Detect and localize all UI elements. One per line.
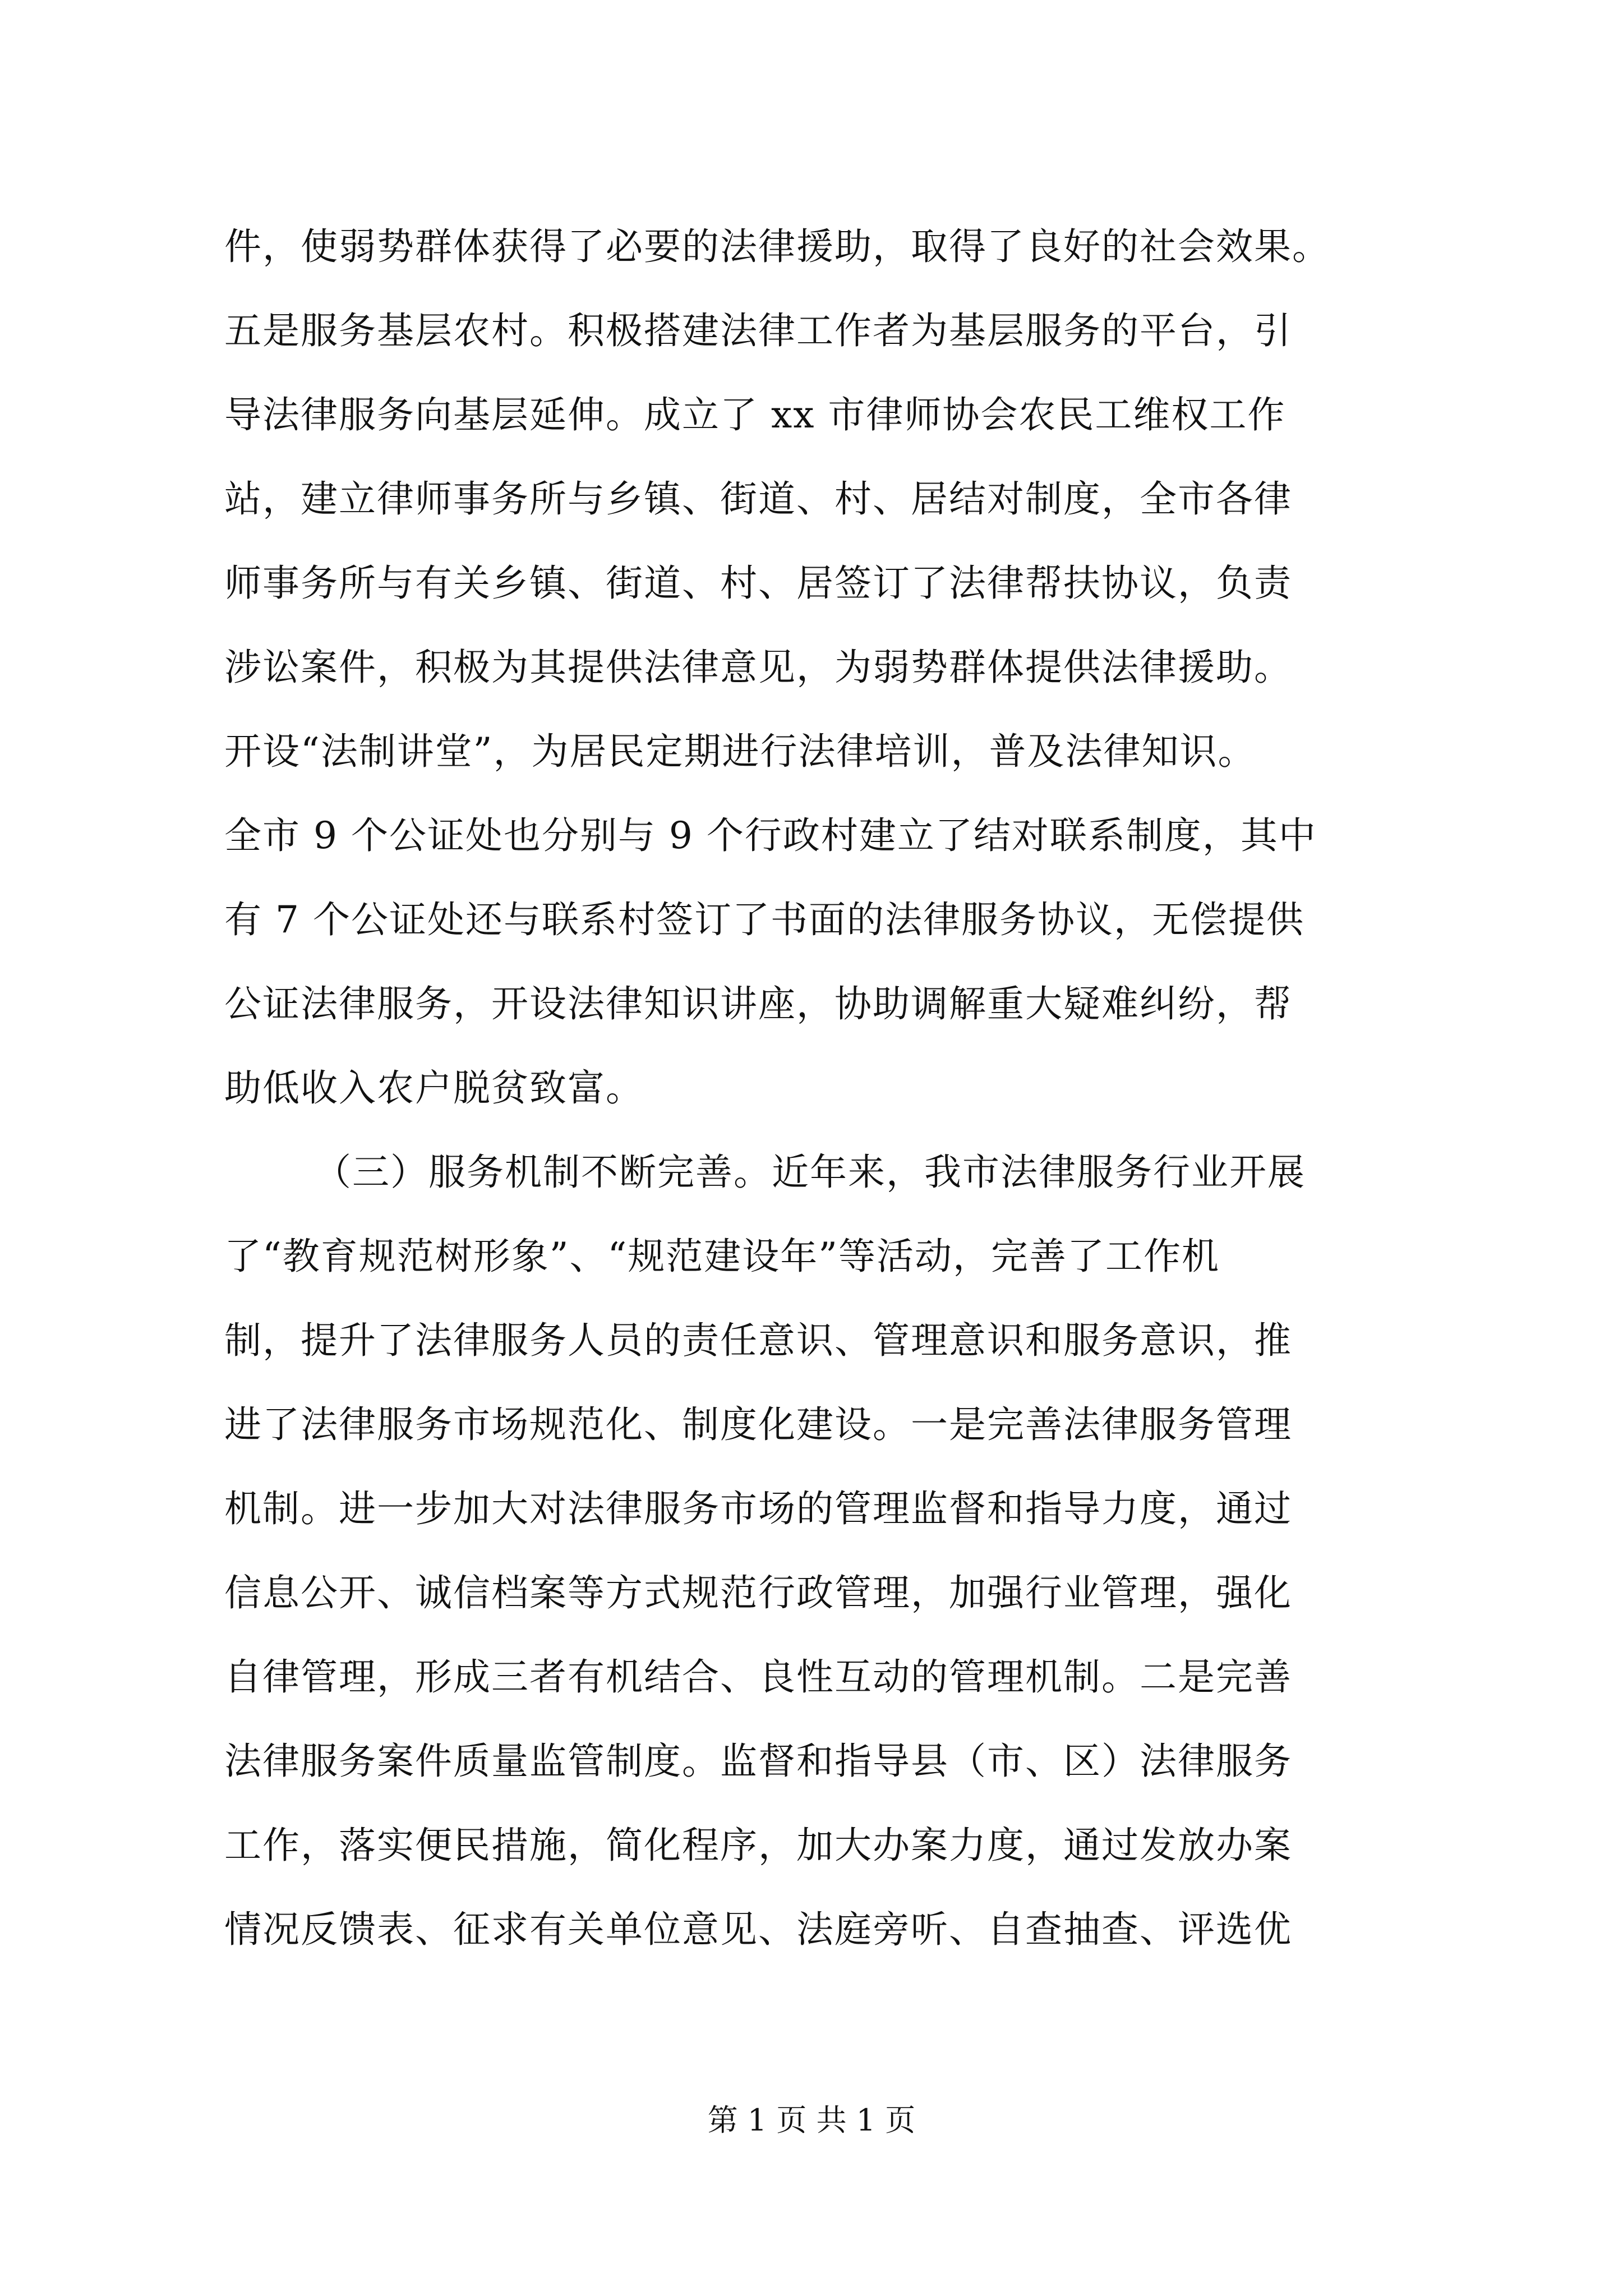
text-line: 件，使弱势群体获得了必要的法律援助，取得了良好的社会效果。 — [224, 225, 1330, 268]
text-line: 了“教育规范树形象”、“规范建设年”等活动，完善了工作机 — [224, 1235, 1220, 1278]
text-line: 工作，落实便民措施，简化程序，加大办案力度，通过发放办案 — [224, 1824, 1292, 1867]
text-line: 公证法律服务，开设法律知识讲座，协助调解重大疑难纠纷，帮 — [224, 982, 1292, 1025]
text-line: 制，提升了法律服务人员的责任意识、管理意识和服务意识，推 — [224, 1319, 1292, 1362]
text-line: 开设“法制讲堂”，为居民定期进行法律培训，普及法律知识。 — [224, 730, 1256, 773]
text-line: 机制。进一步加大对法律服务市场的管理监督和指导力度，通过 — [224, 1487, 1292, 1530]
page-footer: 第 1 页 共 1 页 — [707, 2102, 916, 2138]
text-line: 导法律服务向基层延伸。成立了 xx 市律师协会农民工维权工作 — [224, 393, 1286, 436]
text-line: 自律管理，形成三者有机结合、良性互动的管理机制。二是完善 — [224, 1655, 1292, 1699]
text-line: 站，建立律师事务所与乡镇、街道、村、居结对制度，全市各律 — [224, 477, 1292, 521]
text-line: 助低收入农户脱贫致富。 — [224, 1066, 644, 1110]
text-line: 涉讼案件，积极为其提供法律意见，为弱势群体提供法律援助。 — [224, 646, 1292, 689]
section-heading-line: （三）服务机制不断完善。近年来，我市法律服务行业开展 — [314, 1151, 1306, 1194]
body-text — [224, 205, 1419, 1972]
text-line: 进了法律服务市场规范化、制度化建设。一是完善法律服务管理 — [224, 1403, 1292, 1446]
text-line: 法律服务案件质量监管制度。监督和指导县（市、区）法律服务 — [224, 1740, 1292, 1783]
text-line: 全市 9 个公证处也分别与 9 个行政村建立了结对联系制度，其中 — [224, 814, 1317, 857]
text-line: 有 7 个公证处还与联系村签订了书面的法律服务协议，无偿提供 — [224, 898, 1304, 941]
text-line: 五是服务基层农村。积极搭建法律工作者为基层服务的平台，引 — [224, 309, 1292, 352]
text-line: 师事务所与有关乡镇、街道、村、居签订了法律帮扶协议，负责 — [224, 562, 1292, 605]
text-line: 情况反馈表、征求有关单位意见、法庭旁听、自查抽查、评选优 — [224, 1908, 1292, 1951]
text-line: 信息公开、诚信档案等方式规范行政管理，加强行业管理，强化 — [224, 1571, 1292, 1614]
